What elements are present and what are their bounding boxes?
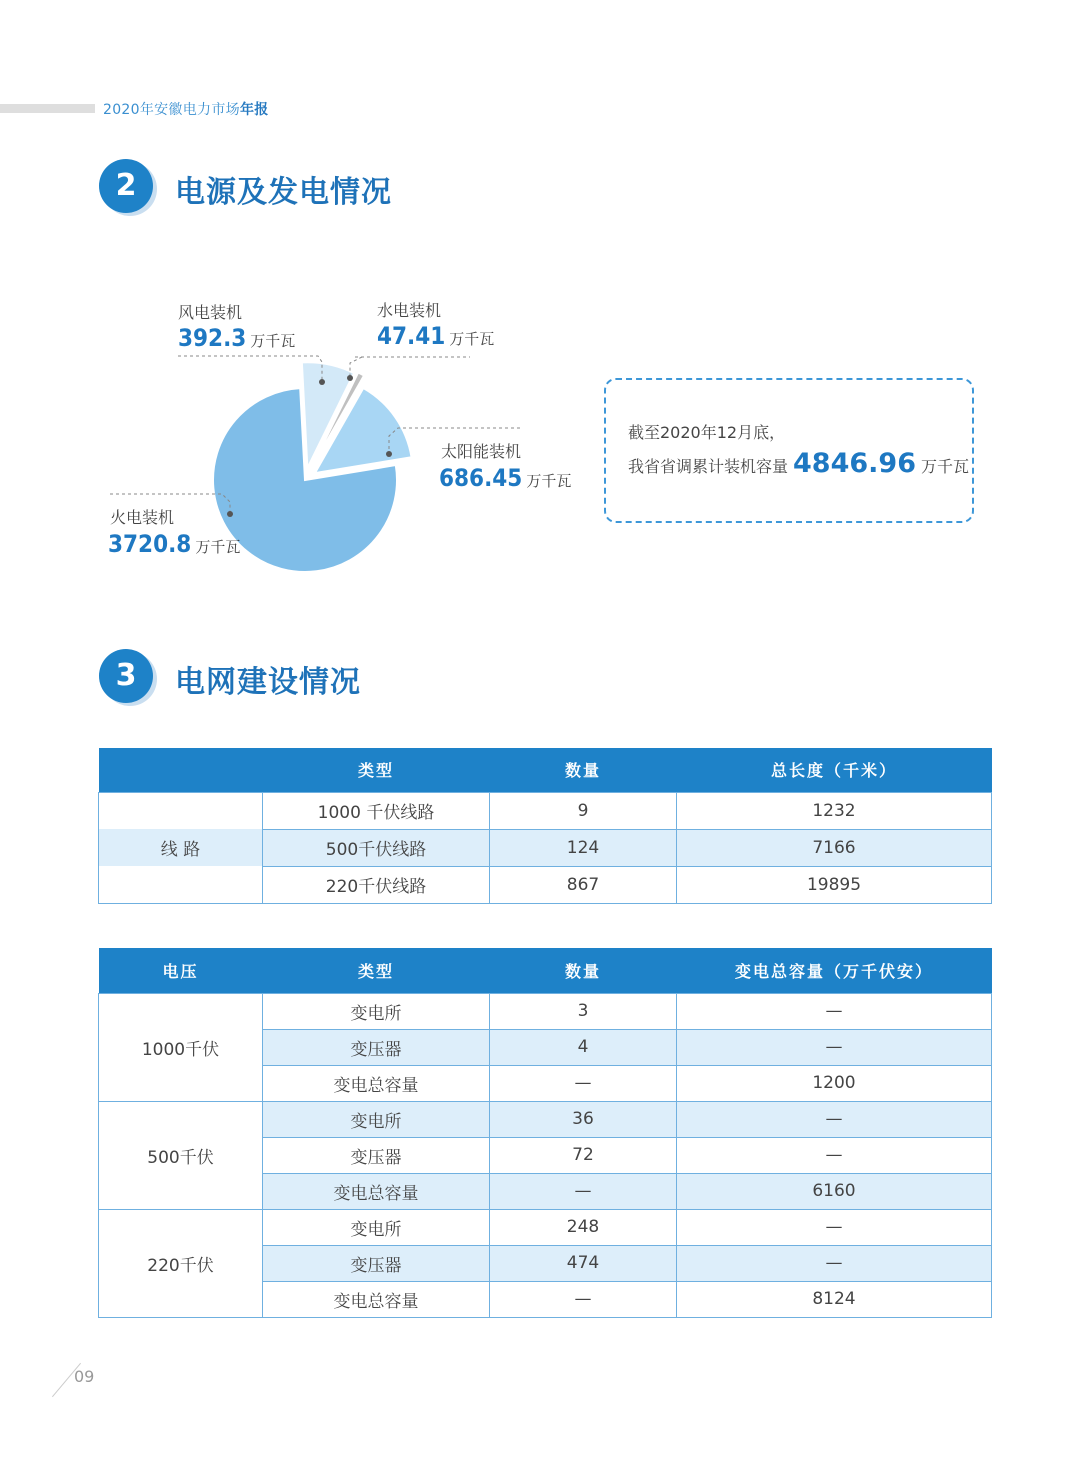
label-wind-value: 392.3 万千瓦 xyxy=(178,324,296,352)
label-hydro-value: 47.41 万千瓦 xyxy=(377,322,495,350)
leader-dot-hydro xyxy=(347,375,353,381)
label-thermal-name: 火电装机 xyxy=(110,508,175,527)
section-title: 电网建设情况 xyxy=(175,665,361,700)
type-cell: 变电所 xyxy=(263,993,490,1029)
substations-table xyxy=(98,948,992,1318)
type-cell: 变电所 xyxy=(263,1101,490,1137)
capacity-cell: — xyxy=(677,1209,992,1245)
leader-dot-solar xyxy=(386,451,392,457)
column-header xyxy=(99,748,263,792)
voltage-cell: 1000千伏 xyxy=(99,993,263,1101)
table-row xyxy=(99,792,992,829)
total-capacity-value: 4846.96 xyxy=(793,448,916,479)
count-cell: 248 xyxy=(490,1209,677,1245)
voltage-cell: 220千伏 xyxy=(99,1209,263,1317)
section-title: 电源及发电情况 xyxy=(175,175,392,210)
capacity-cell: — xyxy=(677,1029,992,1065)
label-hydro-name: 水电装机 xyxy=(377,301,442,320)
label-solar-value: 686.45 万千瓦 xyxy=(439,464,572,492)
column-header: 总长度（千米） xyxy=(677,748,992,792)
count-cell: — xyxy=(490,1173,677,1209)
length-cell: 7166 xyxy=(677,829,992,866)
count-cell: 3 xyxy=(490,993,677,1029)
column-header: 类型 xyxy=(263,748,490,792)
group-cell xyxy=(99,866,263,903)
note-line-1: 截至2020年12月底， xyxy=(628,423,786,442)
table-header-row xyxy=(99,748,992,792)
count-cell: 474 xyxy=(490,1245,677,1281)
capacity-cell: 6160 xyxy=(677,1173,992,1209)
leader-dot-thermal xyxy=(227,511,233,517)
count-cell: 4 xyxy=(490,1029,677,1065)
section-number-badge: 3 xyxy=(99,649,153,703)
column-header: 数量 xyxy=(490,748,677,792)
count-cell: 9 xyxy=(490,792,677,829)
voltage-cell: 500千伏 xyxy=(99,1101,263,1209)
type-cell: 变压器 xyxy=(263,1137,490,1173)
type-cell: 变电总容量 xyxy=(263,1065,490,1101)
table-row xyxy=(99,1101,992,1137)
leader-line-wind xyxy=(178,356,322,382)
page-number: 09 xyxy=(74,1367,95,1386)
type-cell: 220千伏线路 xyxy=(263,866,490,903)
type-cell: 变电总容量 xyxy=(263,1281,490,1317)
capacity-cell: — xyxy=(677,993,992,1029)
capacity-cell: — xyxy=(677,1245,992,1281)
type-cell: 变压器 xyxy=(263,1029,490,1065)
count-cell: 867 xyxy=(490,866,677,903)
type-cell: 变电总容量 xyxy=(263,1173,490,1209)
type-cell: 变压器 xyxy=(263,1245,490,1281)
group-cell: 线 路 xyxy=(99,829,263,866)
table-row xyxy=(99,1209,992,1245)
capacity-cell: 1200 xyxy=(677,1065,992,1101)
column-header: 数量 xyxy=(490,948,677,993)
label-thermal-value: 3720.8 万千瓦 xyxy=(108,530,241,558)
table-row xyxy=(99,993,992,1029)
capacity-cell: 8124 xyxy=(677,1281,992,1317)
count-cell: — xyxy=(490,1065,677,1101)
type-cell: 变电所 xyxy=(263,1209,490,1245)
total-capacity-note xyxy=(604,378,974,523)
group-cell xyxy=(99,792,263,829)
label-wind-name: 风电装机 xyxy=(178,303,243,322)
table-row xyxy=(99,829,992,866)
header-title: 2020年安徽电力市场年报 xyxy=(103,102,269,118)
count-cell: — xyxy=(490,1281,677,1317)
section-number-badge: 2 xyxy=(99,159,153,213)
column-header: 变电总容量（万千伏安） xyxy=(677,948,992,993)
table-row xyxy=(99,866,992,903)
count-cell: 72 xyxy=(490,1137,677,1173)
column-header: 类型 xyxy=(263,948,490,993)
length-cell: 19895 xyxy=(677,866,992,903)
length-cell: 1232 xyxy=(677,792,992,829)
leader-dot-wind xyxy=(319,379,325,385)
note-line-2: 我省省调累计装机容量 4846.96 万千瓦 xyxy=(628,448,970,479)
capacity-cell: — xyxy=(677,1101,992,1137)
type-cell: 500千伏线路 xyxy=(263,829,490,866)
label-solar-name: 太阳能装机 xyxy=(441,442,522,461)
table-header-row xyxy=(99,948,992,993)
column-header: 电压 xyxy=(99,948,263,993)
type-cell: 1000 千伏线路 xyxy=(263,792,490,829)
transmission-lines-table xyxy=(98,748,992,904)
count-cell: 36 xyxy=(490,1101,677,1137)
count-cell: 124 xyxy=(490,829,677,866)
capacity-cell: — xyxy=(677,1137,992,1173)
